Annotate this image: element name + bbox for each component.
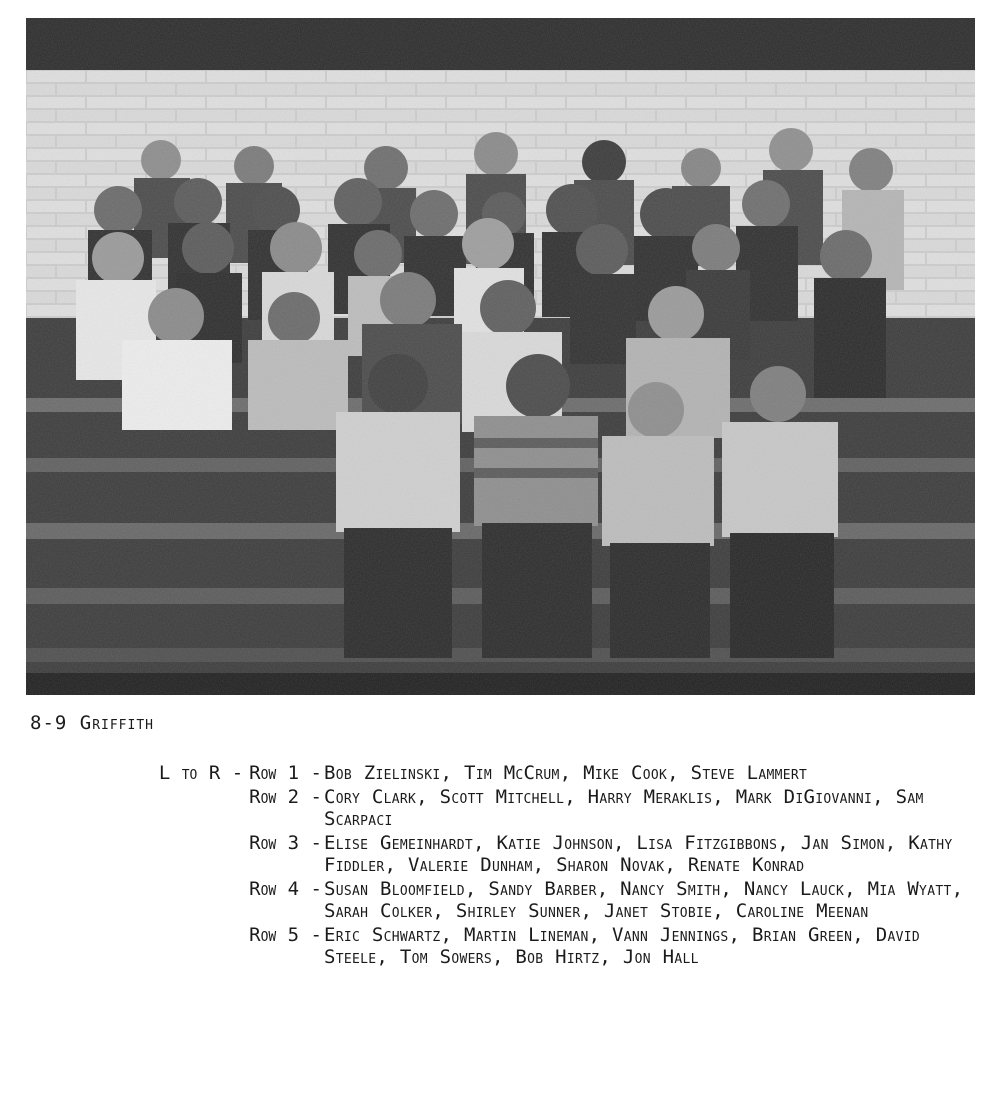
caption-row-1 <box>88 762 978 784</box>
caption-row-label: Row 1 - <box>249 762 322 784</box>
caption-row-label: Row 5 - <box>249 924 322 946</box>
caption-row-names: Elise Gemeinhardt, Katie Johnson, Lisa Fitzgibbons, Jan Simon, Kathy Fiddler, Valerie Dunham, Sharon Novak, Renate Konrad <box>324 832 953 876</box>
caption-row-4 <box>88 878 978 922</box>
caption-row-names: Cory Clark, Scott Mitchell, Harry Meraklis, Mark DiGiovanni, Sam Scarpaci <box>324 786 924 830</box>
class-photo-illustration <box>26 18 975 695</box>
caption-row-2 <box>88 786 978 830</box>
caption-row-3 <box>88 832 978 876</box>
caption-title: 8-9 Griffith <box>30 712 154 734</box>
caption-row-label: Row 2 - <box>249 786 322 808</box>
caption-prefix: L to R - <box>158 762 244 784</box>
caption-names-list <box>88 762 978 970</box>
caption-row-names: Susan Bloomfield, Sandy Barber, Nancy Smith, Nancy Lauck, Mia Wyatt, Sarah Colker, Shirley Sunner, Janet Stobie, Caroline Meenan <box>324 878 964 922</box>
caption-row-label: Row 4 - <box>249 878 322 900</box>
caption-row-5 <box>88 924 978 968</box>
caption-row-label: Row 3 - <box>249 832 322 854</box>
caption-row-names: Bob Zielinski, Tim McCrum, Mike Cook, Steve Lammert <box>324 762 808 784</box>
caption-row-names: Eric Schwartz, Martin Lineman, Vann Jennings, Brian Green, David Steele, Tom Sowers, Bob Hirtz, Jon Hall <box>324 924 920 968</box>
class-photo <box>26 18 975 695</box>
film-grain <box>26 18 975 695</box>
